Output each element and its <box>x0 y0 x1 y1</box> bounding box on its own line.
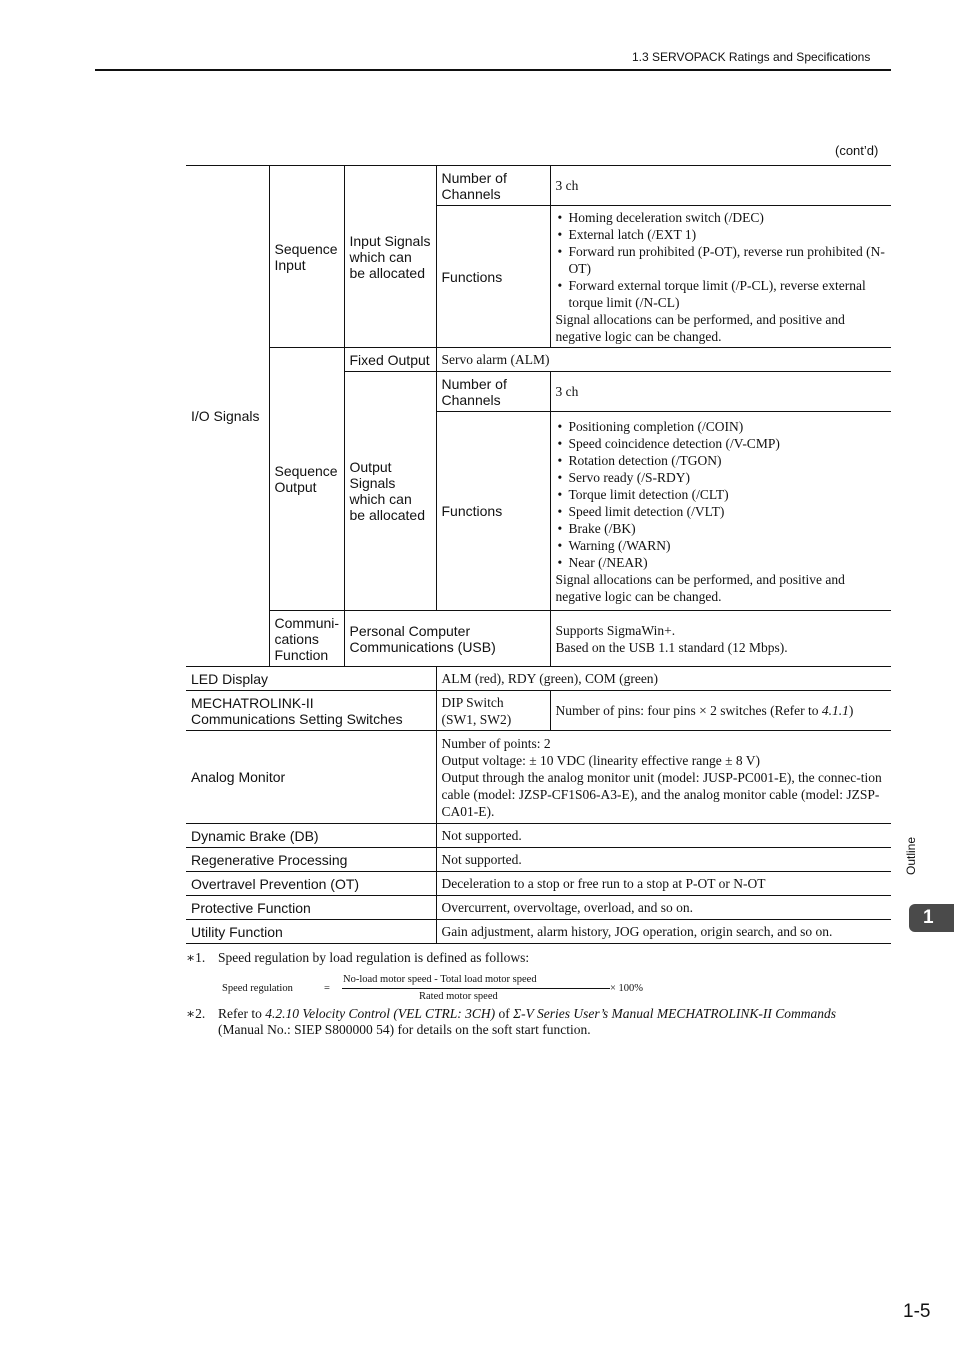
input-channels-label: Number of Channels <box>436 166 550 206</box>
list-item: • External latch (/EXT 1) <box>556 226 887 243</box>
mechatrolink-switches-label <box>186 691 436 731</box>
communications-function-label: Communi-cations Function <box>269 611 344 667</box>
analog-monitor-line: Output through the analog monitor unit (model: JUSP-PC001-E), the connec-tion cable (model: JZSP-CF1S06-A3-E), and the analog monitor cable (model: JZSP-CA01-E). <box>441 769 882 819</box>
analog-monitor-label: Analog Monitor <box>186 731 436 824</box>
list-item: • Forward external torque limit (/P-CL), reverse external torque limit (/N-CL) <box>556 277 887 311</box>
input-functions-note: Signal allocations can be performed, and positive and negative logic can be changed. <box>555 311 845 344</box>
usb-value-line: Based on the USB 1.1 standard (12 Mbps). <box>555 639 788 655</box>
chapter-tab-label: Outline <box>904 836 918 876</box>
footnote-text <box>218 1006 890 1038</box>
list-item: • Torque limit detection (/CLT) <box>556 486 887 503</box>
analog-monitor-line: Number of points: 2 <box>441 735 551 751</box>
list-item: • Rotation detection (/TGON) <box>556 452 887 469</box>
dip-switch-value-text: Number of pins: four pins × 2 switches (Refer to <box>555 703 822 718</box>
footnote-suffix: (Manual No.: SIEP S800000 54) for details on the soft start function. <box>218 1022 591 1037</box>
dip-switch-label-line: DIP Switch <box>441 694 504 710</box>
input-functions-label: Functions <box>436 206 550 348</box>
formula-lhs: Speed regulation <box>222 983 293 994</box>
section-reference: 4.2.10 Velocity Control (VEL CTRL: 3CH) <box>265 1006 496 1021</box>
footnote-of: of <box>495 1006 514 1021</box>
input-functions-list <box>556 209 887 311</box>
list-item: • Positioning completion (/COIN) <box>556 418 887 435</box>
sequence-output-label: Sequence Output <box>269 348 344 611</box>
footnote-2 <box>186 1006 891 1038</box>
fixed-output-label: Fixed Output <box>344 348 436 372</box>
input-channels-value: 3 ch <box>550 166 891 206</box>
output-functions-label: Functions <box>436 412 550 611</box>
output-functions-cell <box>550 412 891 611</box>
specifications-table <box>186 165 891 944</box>
dip-switch-value-suffix: ) <box>848 703 854 718</box>
list-item: • Forward run prohibited (P-OT), reverse run prohibited (N-OT) <box>556 243 887 277</box>
list-item: • Homing deceleration switch (/DEC) <box>556 209 887 226</box>
analog-monitor-line: Output voltage: ± 10 VDC (linearity effective range ± 8 V) <box>441 752 760 768</box>
formula-numerator: No-load motor speed - Total load motor speed <box>343 974 537 985</box>
formula-multiplier: × 100% <box>610 983 644 994</box>
input-signals-allocated-label: Input Signals which can be allocated <box>344 166 436 348</box>
output-functions-note: Signal allocations can be performed, and positive and negative logic can be changed. <box>555 571 845 604</box>
list-item: • Speed limit detection (/VLT) <box>556 503 887 520</box>
usb-communications-label: Personal Computer Communications (USB) <box>344 611 550 667</box>
manual-reference: Σ-V Series User’s Manual MECHATROLINK-II Commands <box>513 1006 837 1021</box>
overtravel-prevention-label: Overtravel Prevention (OT) <box>186 872 436 896</box>
footnote-prefix: Refer to <box>218 1006 266 1021</box>
protective-function-label: Protective Function <box>186 896 436 920</box>
usb-value-line: Supports SigmaWin+. <box>555 622 676 638</box>
list-item: • Speed coincidence detection (/V-CMP) <box>556 435 887 452</box>
fraction-bar <box>342 988 610 989</box>
list-item: • Warning (/WARN) <box>556 537 887 554</box>
protective-function-value: Overcurrent, overvoltage, overload, and so on. <box>436 896 891 920</box>
sequence-input-label: Sequence Input <box>269 166 344 348</box>
section-reference: 4.1.1 <box>821 703 849 718</box>
list-item: • Near (/NEAR) <box>556 554 887 571</box>
header-rule <box>95 69 891 71</box>
footnote-text: Speed regulation by load regulation is defined as follows: <box>218 950 530 965</box>
analog-monitor-value <box>436 731 891 824</box>
utility-function-label: Utility Function <box>186 920 436 944</box>
io-signals-label: I/O Signals <box>186 166 269 667</box>
regenerative-processing-label: Regenerative Processing <box>186 848 436 872</box>
dip-switch-label <box>436 691 550 731</box>
dip-switch-value <box>550 691 891 731</box>
output-channels-label: Number of Channels <box>436 372 550 412</box>
footnote-marker: ∗1. <box>186 950 206 965</box>
continued-label: (cont’d) <box>835 143 879 158</box>
output-signals-allocated-label: Output Signals which can be allocated <box>344 372 436 611</box>
list-item: • Brake (/BK) <box>556 520 887 537</box>
dip-switch-label-line: (SW1, SW2) <box>441 711 512 727</box>
formula-denominator: Rated motor speed <box>419 991 498 1002</box>
footnote-1 <box>186 950 529 966</box>
fixed-output-value: Servo alarm (ALM) <box>436 348 891 372</box>
utility-function-value: Gain adjustment, alarm history, JOG operation, origin search, and so on. <box>436 920 891 944</box>
output-channels-value: 3 ch <box>550 372 891 412</box>
overtravel-prevention-value: Deceleration to a stop or free run to a stop at P-OT or N-OT <box>436 872 891 896</box>
running-header: 1.3 SERVOPACK Ratings and Specifications <box>632 50 871 64</box>
usb-communications-value <box>550 611 891 667</box>
mechatrolink-label-line: MECHATROLINK-II <box>191 694 314 711</box>
footnote-marker: ∗2. <box>186 1006 206 1021</box>
led-display-label: LED Display <box>186 667 436 691</box>
dynamic-brake-label: Dynamic Brake (DB) <box>186 824 436 848</box>
dynamic-brake-value: Not supported. <box>436 824 891 848</box>
page-number: 1-5 <box>903 1301 931 1322</box>
input-functions-cell <box>550 206 891 348</box>
formula-equals: = <box>324 983 330 994</box>
mechatrolink-label-line: Communications Setting Switches <box>191 710 403 727</box>
list-item: • Servo ready (/S-RDY) <box>556 469 887 486</box>
led-display-value: ALM (red), RDY (green), COM (green) <box>436 667 891 691</box>
chapter-tab: 1 <box>909 904 954 932</box>
output-functions-list <box>556 418 887 571</box>
regenerative-processing-value: Not supported. <box>436 848 891 872</box>
